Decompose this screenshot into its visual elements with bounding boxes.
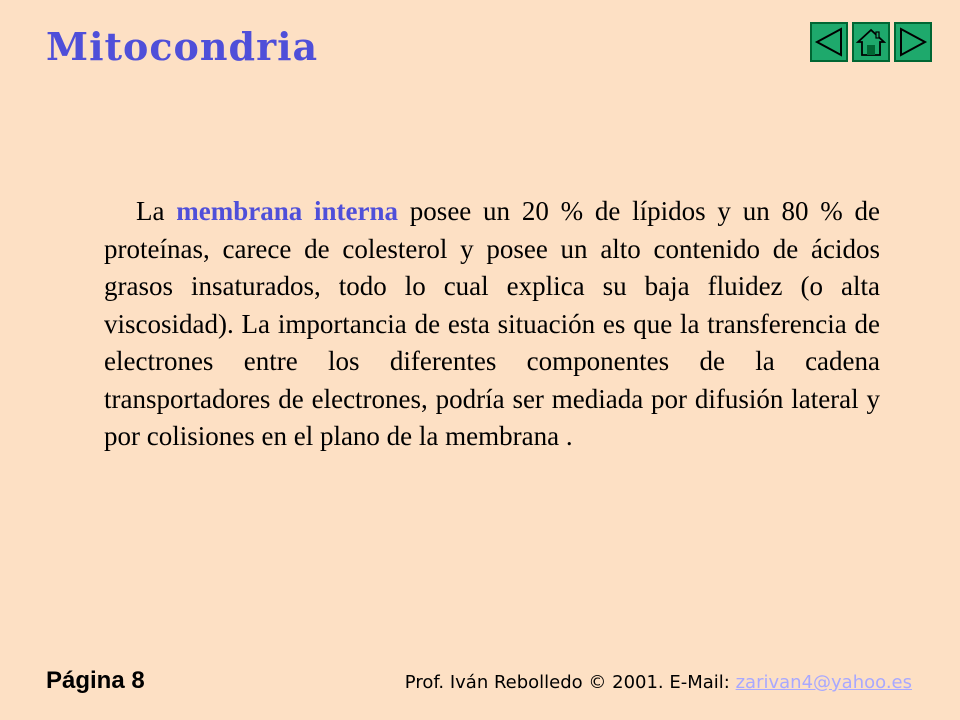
page-number: Página 8 xyxy=(46,667,145,694)
navigation-bar xyxy=(810,22,932,62)
home-button[interactable] xyxy=(852,22,890,62)
credit-text: Prof. Iván Rebolledo © 2001. E-Mail: xyxy=(404,672,736,693)
house-icon xyxy=(856,27,886,57)
highlighted-term: membrana interna xyxy=(176,196,399,226)
email-link[interactable]: zarivan4@yahoo.es xyxy=(735,672,912,693)
slide-title: Mitocondria xyxy=(46,24,319,69)
next-button[interactable] xyxy=(894,22,932,62)
body-paragraph xyxy=(104,193,880,456)
triangle-right-icon xyxy=(898,27,928,57)
paragraph-intro: La xyxy=(136,196,177,226)
triangle-left-icon xyxy=(814,27,844,57)
paragraph-text: posee un 20 % de lípidos y un 80 % de proteínas, carece de colesterol y posee un alto contenido de ácidos grasos insaturados, todo lo cual explica su baja fluidez (o alta viscosidad). La importancia de esta situación es que la transferencia de electrones entre los diferentes componentes de la cadena transportadores de electrones, podría ser mediada por difusión lateral y por colisiones en el plano de la membrana . xyxy=(104,196,881,451)
footer-credit xyxy=(405,672,912,693)
previous-button[interactable] xyxy=(810,22,848,62)
